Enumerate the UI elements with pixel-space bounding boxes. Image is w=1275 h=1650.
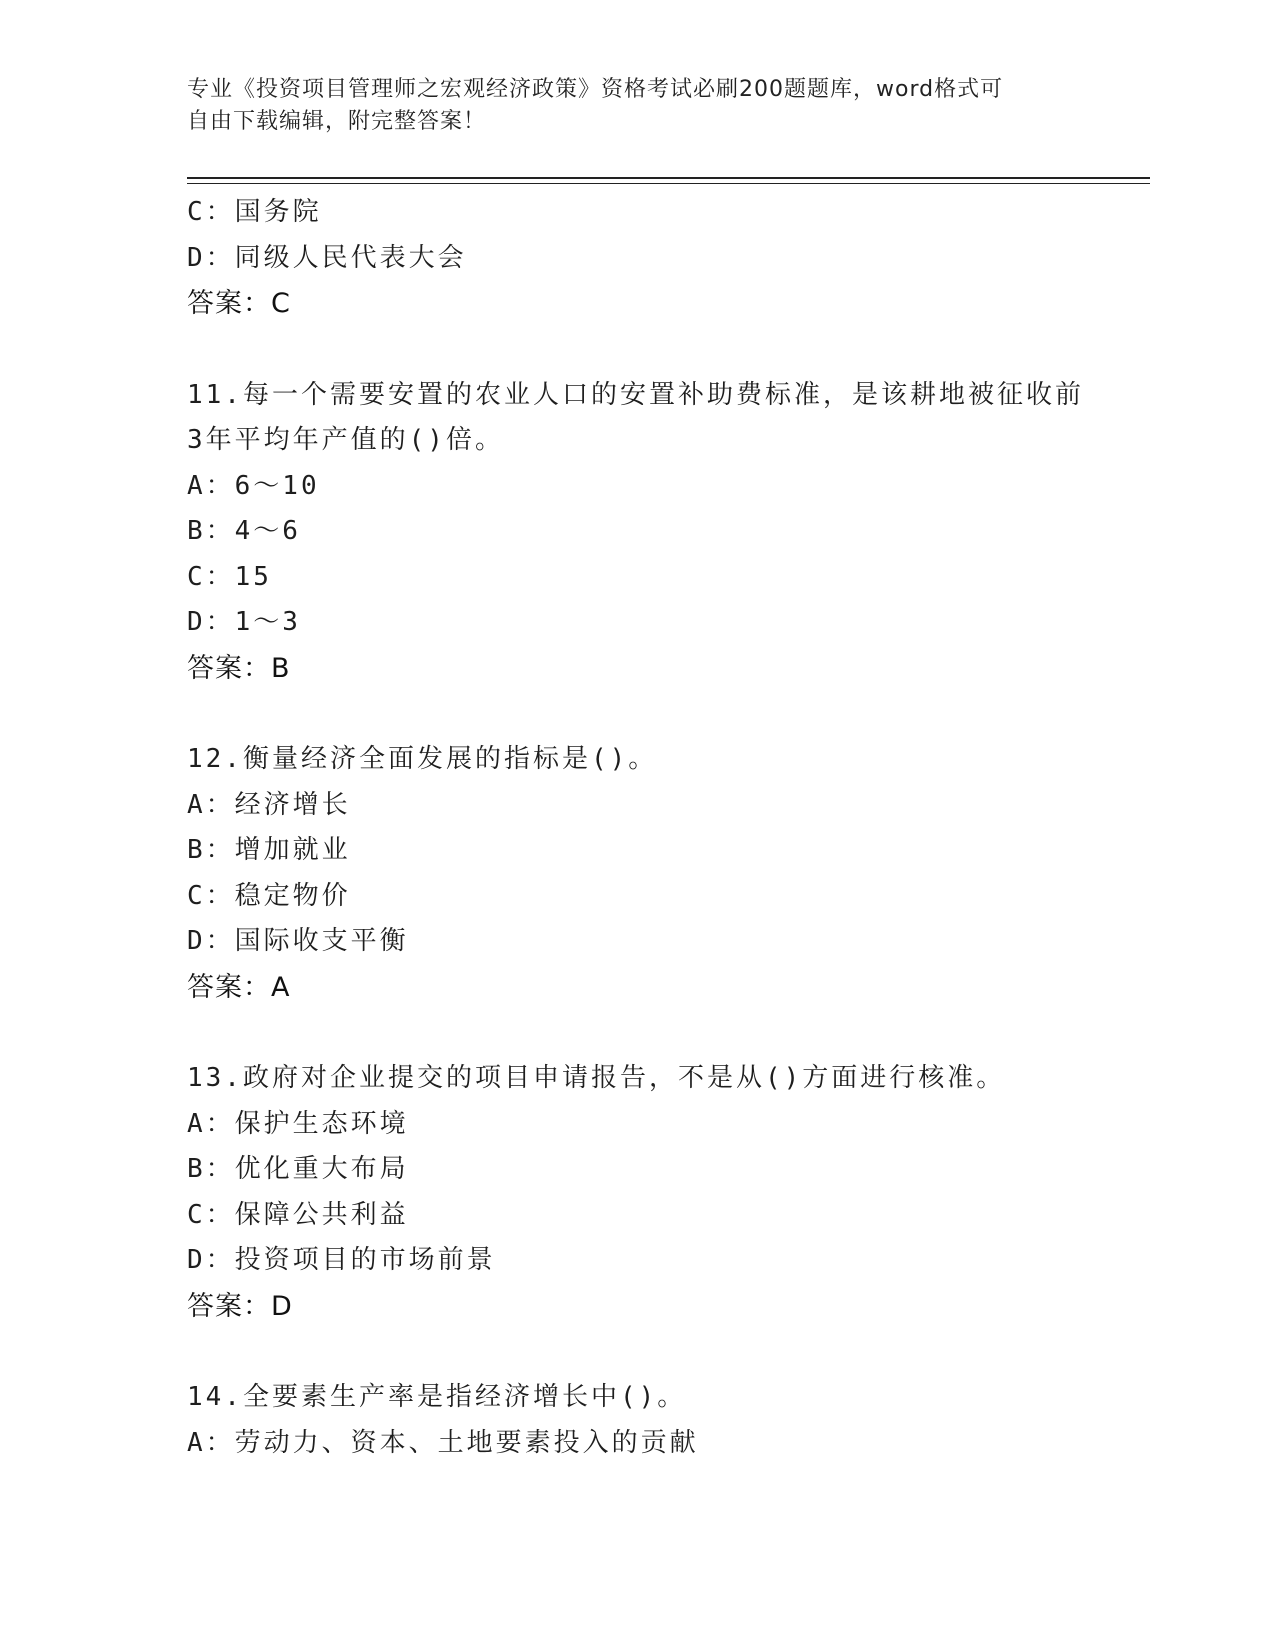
spacer: [187, 1329, 1150, 1375]
question-13: [187, 1056, 1150, 1329]
question-stem-line-1: 11.每一个需要安置的农业人口的安置补助费标准，是该耕地被征收前: [187, 379, 1084, 410]
spacer: [187, 691, 1150, 737]
header-title-line-2: 自由下载编辑，附完整答案！: [187, 109, 487, 134]
answer-line: 答案：D: [187, 1290, 293, 1322]
question-stem-line-1: 14.全要素生产率是指经济增长中()。: [187, 1382, 687, 1412]
option-d: D：1～3: [187, 607, 301, 637]
answer-line: 答案：C: [187, 288, 291, 319]
option-a: A：劳动力、资本、土地要素投入的贡献: [187, 1427, 699, 1458]
option-d: D：国际收支平衡: [187, 926, 409, 956]
header-title-line-1: 专业《投资项目管理师之宏观经济政策》资格考试必刷200题题库，word格式可: [187, 77, 1004, 102]
question-12: [187, 737, 1150, 1010]
option-c: C：稳定物价: [187, 880, 351, 911]
header-divider-thin: [187, 183, 1150, 184]
option-a: A：经济增长: [187, 789, 351, 820]
option-c: C：15: [187, 561, 272, 592]
question-stem-line-1: 12.衡量经济全面发展的指标是()。: [187, 744, 658, 774]
spacer: [187, 327, 1150, 373]
answer-line: 答案：B: [187, 652, 291, 684]
option-b: B：优化重大布局: [187, 1154, 409, 1184]
question-stem-line-2: 3年平均年产值的()倍。: [187, 425, 504, 455]
option-a: A：保护生态环境: [187, 1108, 409, 1139]
option-b: B：增加就业: [187, 835, 351, 865]
question-14: [187, 1375, 1150, 1466]
header-divider-thick: [187, 177, 1150, 179]
option-b: B：4～6: [187, 516, 301, 546]
option-c: C：保障公共利益: [187, 1199, 409, 1230]
question-stem-line-1: 13.政府对企业提交的项目申请报告，不是从()方面进行核准。: [187, 1063, 1006, 1093]
spacer: [187, 1010, 1150, 1056]
question-11: [187, 373, 1150, 692]
option-c: C：国务院: [187, 197, 322, 227]
question-10-tail: [187, 190, 1150, 327]
answer-line: 答案：A: [187, 971, 291, 1003]
option-d: D：投资项目的市场前景: [187, 1245, 496, 1275]
document-header: [187, 74, 1067, 138]
option-a: A：6～10: [187, 470, 320, 501]
option-d: D：同级人民代表大会: [187, 242, 467, 273]
question-list: [187, 190, 1150, 1466]
